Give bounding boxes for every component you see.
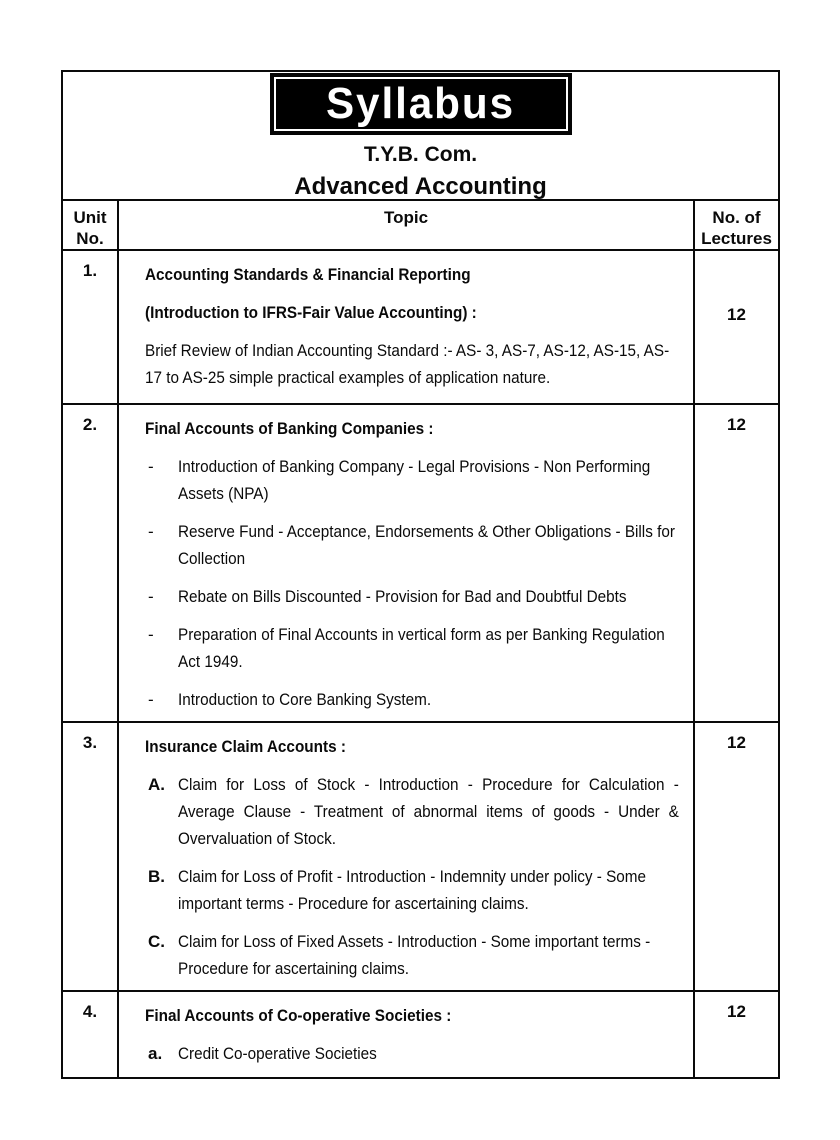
unit-number: 3. (63, 723, 119, 990)
bullet-text: Preparation of Final Accounts in vertical form as per Banking Regulation Act 1949. (178, 625, 665, 671)
lecture-count: 12 (693, 405, 778, 721)
item-marker: C. (148, 932, 165, 951)
banner-title: Syllabus (325, 79, 516, 128)
table-column-headers (63, 201, 778, 251)
bullet-marker: - (148, 522, 154, 541)
item-marker: B. (148, 867, 165, 886)
topic-heading: Insurance Claim Accounts : (145, 737, 346, 756)
bullet-marker: - (148, 587, 154, 606)
bullet-marker: - (148, 457, 154, 476)
lecture-count: 12 (693, 992, 778, 1077)
bullet-text: Introduction of Banking Company - Legal Provisions - Non Performing Assets (NPA) (178, 457, 651, 503)
item-text: Claim for Loss of Stock - Introduction - Procedure for Calculation - Average Clause - Treatment of abnormal items of goods - Under & Overvaluation of Stock. (178, 775, 679, 848)
unit-number: 1. (63, 251, 119, 403)
syllabus-banner-inner (274, 77, 568, 131)
bullet-item (145, 583, 679, 610)
topic-heading: Final Accounts of Co-operative Societies : (145, 1006, 452, 1025)
topic-cell (119, 251, 693, 403)
bullet-item (145, 453, 679, 507)
subject-title: Advanced Accounting (294, 173, 547, 200)
lecture-count: 12 (693, 251, 778, 403)
bullet-text: Reserve Fund - Acceptance, Endorsements & Other Obligations - Bills for Collection (178, 522, 675, 568)
item-text: Claim for Loss of Fixed Assets - Introduction - Some important terms - Procedure for ascertaining claims. (178, 932, 651, 978)
col-header-unit-line1: Unit (73, 208, 107, 227)
bullet-item (145, 621, 679, 675)
lecture-count: 12 (693, 723, 778, 990)
unit-number: 4. (63, 992, 119, 1077)
item-text: Claim for Loss of Profit - Introduction - Indemnity under policy - Some important terms - Procedure for ascertaining claims. (178, 867, 647, 913)
item-marker: a. (148, 1044, 163, 1063)
item-marker: A. (148, 775, 165, 794)
col-header-unit (63, 201, 119, 249)
lettered-item (145, 928, 679, 982)
bullet-marker: - (148, 690, 154, 709)
lettered-item (145, 863, 679, 917)
bullet-item (145, 686, 679, 713)
bullet-marker: - (148, 625, 154, 644)
topic-paragraph: Brief Review of Indian Accounting Standard :- AS- 3, AS-7, AS-12, AS-15, AS-17 to AS-25 simple practical examples of application nature. (145, 341, 670, 387)
table-row (63, 992, 778, 1077)
topic-cell (119, 723, 693, 990)
topic-heading: Final Accounts of Banking Companies : (145, 419, 434, 438)
bullet-item (145, 518, 679, 572)
syllabus-page (61, 70, 780, 1079)
table-row (63, 405, 778, 723)
lettered-item (145, 1040, 679, 1067)
topic-heading: (Introduction to IFRS-Fair Value Accounting) : (145, 303, 477, 322)
bullet-text: Rebate on Bills Discounted - Provision for Bad and Doubtful Debts (178, 587, 627, 606)
lettered-item (145, 771, 679, 852)
topic-heading: Accounting Standards & Financial Reporting (145, 265, 471, 284)
col-header-unit-line2: No. (76, 229, 104, 248)
col-header-lectures (693, 201, 778, 249)
unit-number: 2. (63, 405, 119, 721)
table-row (63, 723, 778, 992)
col-header-topic (119, 201, 693, 249)
topic-cell (119, 992, 693, 1077)
col-header-topic-label: Topic (383, 208, 429, 227)
table-row (63, 251, 778, 405)
bullet-text: Introduction to Core Banking System. (178, 690, 432, 709)
item-text: Credit Co-operative Societies (178, 1044, 377, 1063)
course-title: T.Y.B. Com. (363, 143, 478, 166)
col-header-lectures-line2: Lectures (701, 229, 772, 248)
topic-cell (119, 405, 693, 721)
syllabus-banner (270, 73, 572, 135)
document-header (63, 73, 778, 201)
col-header-lectures-line1: No. of (712, 208, 761, 227)
